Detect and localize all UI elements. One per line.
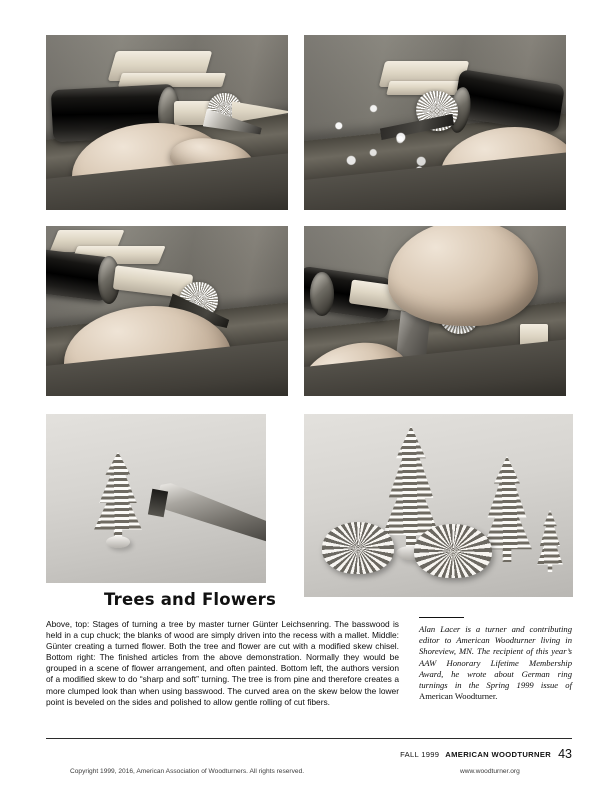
- photo-top-left: [46, 35, 288, 210]
- photo-bottom-right: [304, 414, 573, 597]
- page-number: 43: [558, 747, 572, 761]
- chuck-ring-icon: [310, 272, 334, 316]
- modified-skew-chisel-icon: [153, 481, 266, 548]
- footer-folio: [400, 747, 572, 761]
- issue-label: FALL 1999: [400, 750, 440, 759]
- hand-icon: [64, 306, 232, 396]
- magazine-label: AMERICAN WOODTURNER: [445, 750, 552, 759]
- bio-divider: [419, 617, 464, 618]
- photo-top-right-scene: [304, 35, 566, 210]
- hand-icon: [440, 127, 566, 210]
- turned-tree-icon: [536, 510, 564, 572]
- photo-bottom-left: [46, 414, 266, 583]
- turned-flower-icon: [414, 524, 492, 578]
- photo-middle-right-scene: [304, 226, 566, 396]
- figure-caption: Above, top: Stages of turning a tree by master turner Günter Leichsenring. The basswood is held in a cup chuck; the blanks of wood are simply driven into the recess with a mallet. Middle: Günter creating a turned flower. Both the tree and flower are cut with a modified skew chisel. Bottom right: The finished articles from the above demonstration. Normally they would be grouped in a scene of flower arrangement, and often painted. Bottom left, the authors version of a modified skew to do “sharp and soft” turning. The tree is from pine and therefore creates a more clumped look than when using basswood. The curved area on the skew below the lower point is beveled on the sides and polished to allow gentle rolling of cut fibers.: [46, 619, 399, 707]
- photo-top-right: [304, 35, 566, 210]
- page-title: Trees and Flowers: [104, 590, 277, 609]
- tree-base-icon: [106, 536, 130, 548]
- copyright-notice: Copyright 1999, 2016, American Association of Woodturners. All rights reserved.: [70, 768, 305, 775]
- author-bio-lead: Alan Lacer is a turner and contributing editor to American Woodturner living in Shoreview, MN. The recipient of this year’s AAW Honorary Lifetime Membership Award, he wrote about German ring turnings in the Spring 1999 issue of: [419, 624, 572, 691]
- author-bio: [419, 624, 572, 702]
- turned-flower-icon: [322, 522, 394, 574]
- photo-top-left-scene: [46, 35, 288, 210]
- photo-middle-left-scene: [46, 226, 288, 396]
- photo-middle-right: [304, 226, 566, 396]
- wood-blank-icon: [520, 324, 548, 350]
- hand-icon: [388, 226, 538, 326]
- photo-bottom-right-scene: [304, 414, 573, 597]
- wood-shavings-icon: [354, 131, 450, 203]
- photo-bottom-left-scene: [46, 414, 266, 583]
- chisel-tip-icon: [148, 489, 168, 517]
- author-bio-magazine: American Woodturner.: [419, 691, 498, 702]
- website-url[interactable]: www.woodturner.org: [460, 768, 520, 775]
- footer-divider: [46, 738, 572, 739]
- turned-tree-icon: [92, 452, 144, 540]
- photo-middle-left: [46, 226, 288, 396]
